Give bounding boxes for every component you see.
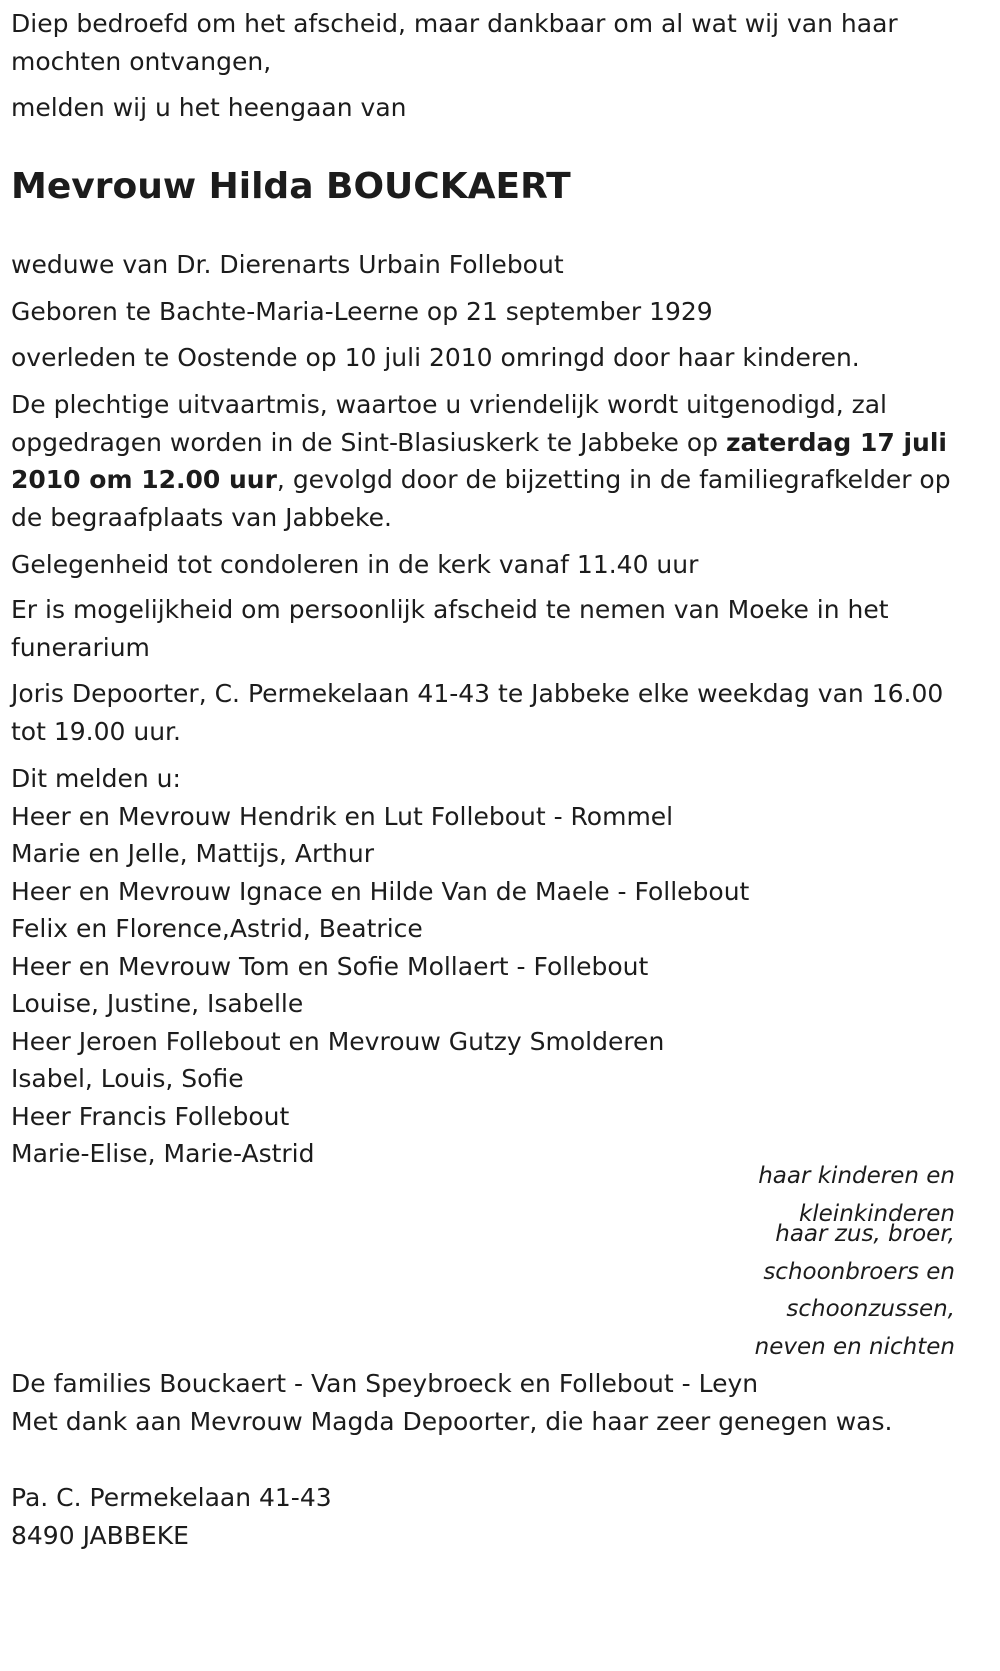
intro-line: Diep bedroefd om het afscheid, maar dankbaar om al wat wij van haar mochten ontvangen, [11, 9, 898, 76]
address-street: Pa. C. Permekelaan 41-43 [11, 1483, 332, 1512]
died-line: overleden te Oostende op 10 juli 2010 omringd door haar kinderen. [11, 343, 860, 372]
list-item: Heer Jeroen Follebout en Mevrouw Gutzy Smolderen [11, 1026, 665, 1056]
closing-block [11, 1365, 971, 1440]
correspondence-address [11, 1479, 332, 1554]
mass-date-time: zaterdag 17 juli 2010 om 12.00 uur [11, 427, 947, 494]
list-item: Heer en Mevrouw Hendrik en Lut Follebout - Rommel [11, 801, 674, 831]
announcers-heading: Dit melden u: [11, 764, 181, 793]
thanks-line: Met dank aan Mevrouw Magda Depoorter, die haar zeer genegen was. [11, 1406, 893, 1436]
list-item: Heer en Mevrouw Ignace en Hilde Van de Maele - Follebout [11, 876, 750, 906]
list-item: Felix en Florence,Astrid, Beatrice [11, 914, 423, 943]
signature-line: neven en nichten [754, 1333, 955, 1360]
list-item: Isabel, Louis, Sofie [11, 1064, 244, 1093]
families-line: De families Bouckaert - Van Speybroeck en Follebout - Leyn [11, 1369, 759, 1398]
list-item: Marie-Elise, Marie-Astrid [11, 1139, 315, 1168]
signature-line: haar zus, broer, [775, 1221, 955, 1247]
mass-text-after: , gevolgd door de bijzetting in de familiegrafkelder op de begraafplaats van Jabbeke. [11, 465, 951, 532]
announcers-list [11, 760, 971, 1173]
list-item: Heer en Mevrouw Tom en Sofie Mollaert - Follebout [11, 951, 649, 981]
signature-line: schoonzussen, [786, 1296, 955, 1322]
funeral-mass-paragraph [11, 386, 971, 536]
intro-text [11, 5, 971, 80]
address-city: 8490 JABBEKE [11, 1520, 189, 1550]
list-item: Heer Francis Follebout [11, 1101, 290, 1131]
intro-line-2: melden wij u het heengaan van [11, 93, 407, 122]
signature-siblings [715, 1216, 955, 1366]
signature-line: haar kinderen en [758, 1163, 955, 1189]
signature-line: schoonbroers en [763, 1258, 955, 1285]
intro-text-2 [11, 89, 406, 127]
signature-line: kleinkinderen [798, 1200, 955, 1227]
mass-text-before: De plechtige uitvaartmis, waartoe u vriendelijk wordt uitgenodigd, zal opgedragen worden in de Sint-Blasiuskerk te Jabbeke op [11, 390, 887, 457]
list-item: Louise, Justine, Isabelle [11, 989, 304, 1018]
born-line: Geboren te Bachte-Maria-Leerne op 21 september 1929 [11, 297, 713, 326]
list-item: Marie en Jelle, Mattijs, Arthur [11, 839, 374, 868]
funeral-home-paragraph: Joris Depoorter, C. Permekelaan 41-43 te Jabbeke elke weekdag van 16.00 tot 19.00 uur. [11, 679, 944, 746]
widow-line: weduwe van Dr. Dierenarts Urbain Follebout [11, 250, 564, 279]
condolences-line: Gelegenheid tot condoleren in de kerk vanaf 11.40 uur [11, 550, 699, 579]
deceased-name: Mevrouw Hilda BOUCKAERT [11, 166, 571, 207]
farewell-paragraph: Er is mogelijkheid om persoonlijk afscheid te nemen van Moeke in het funerarium [11, 595, 889, 662]
